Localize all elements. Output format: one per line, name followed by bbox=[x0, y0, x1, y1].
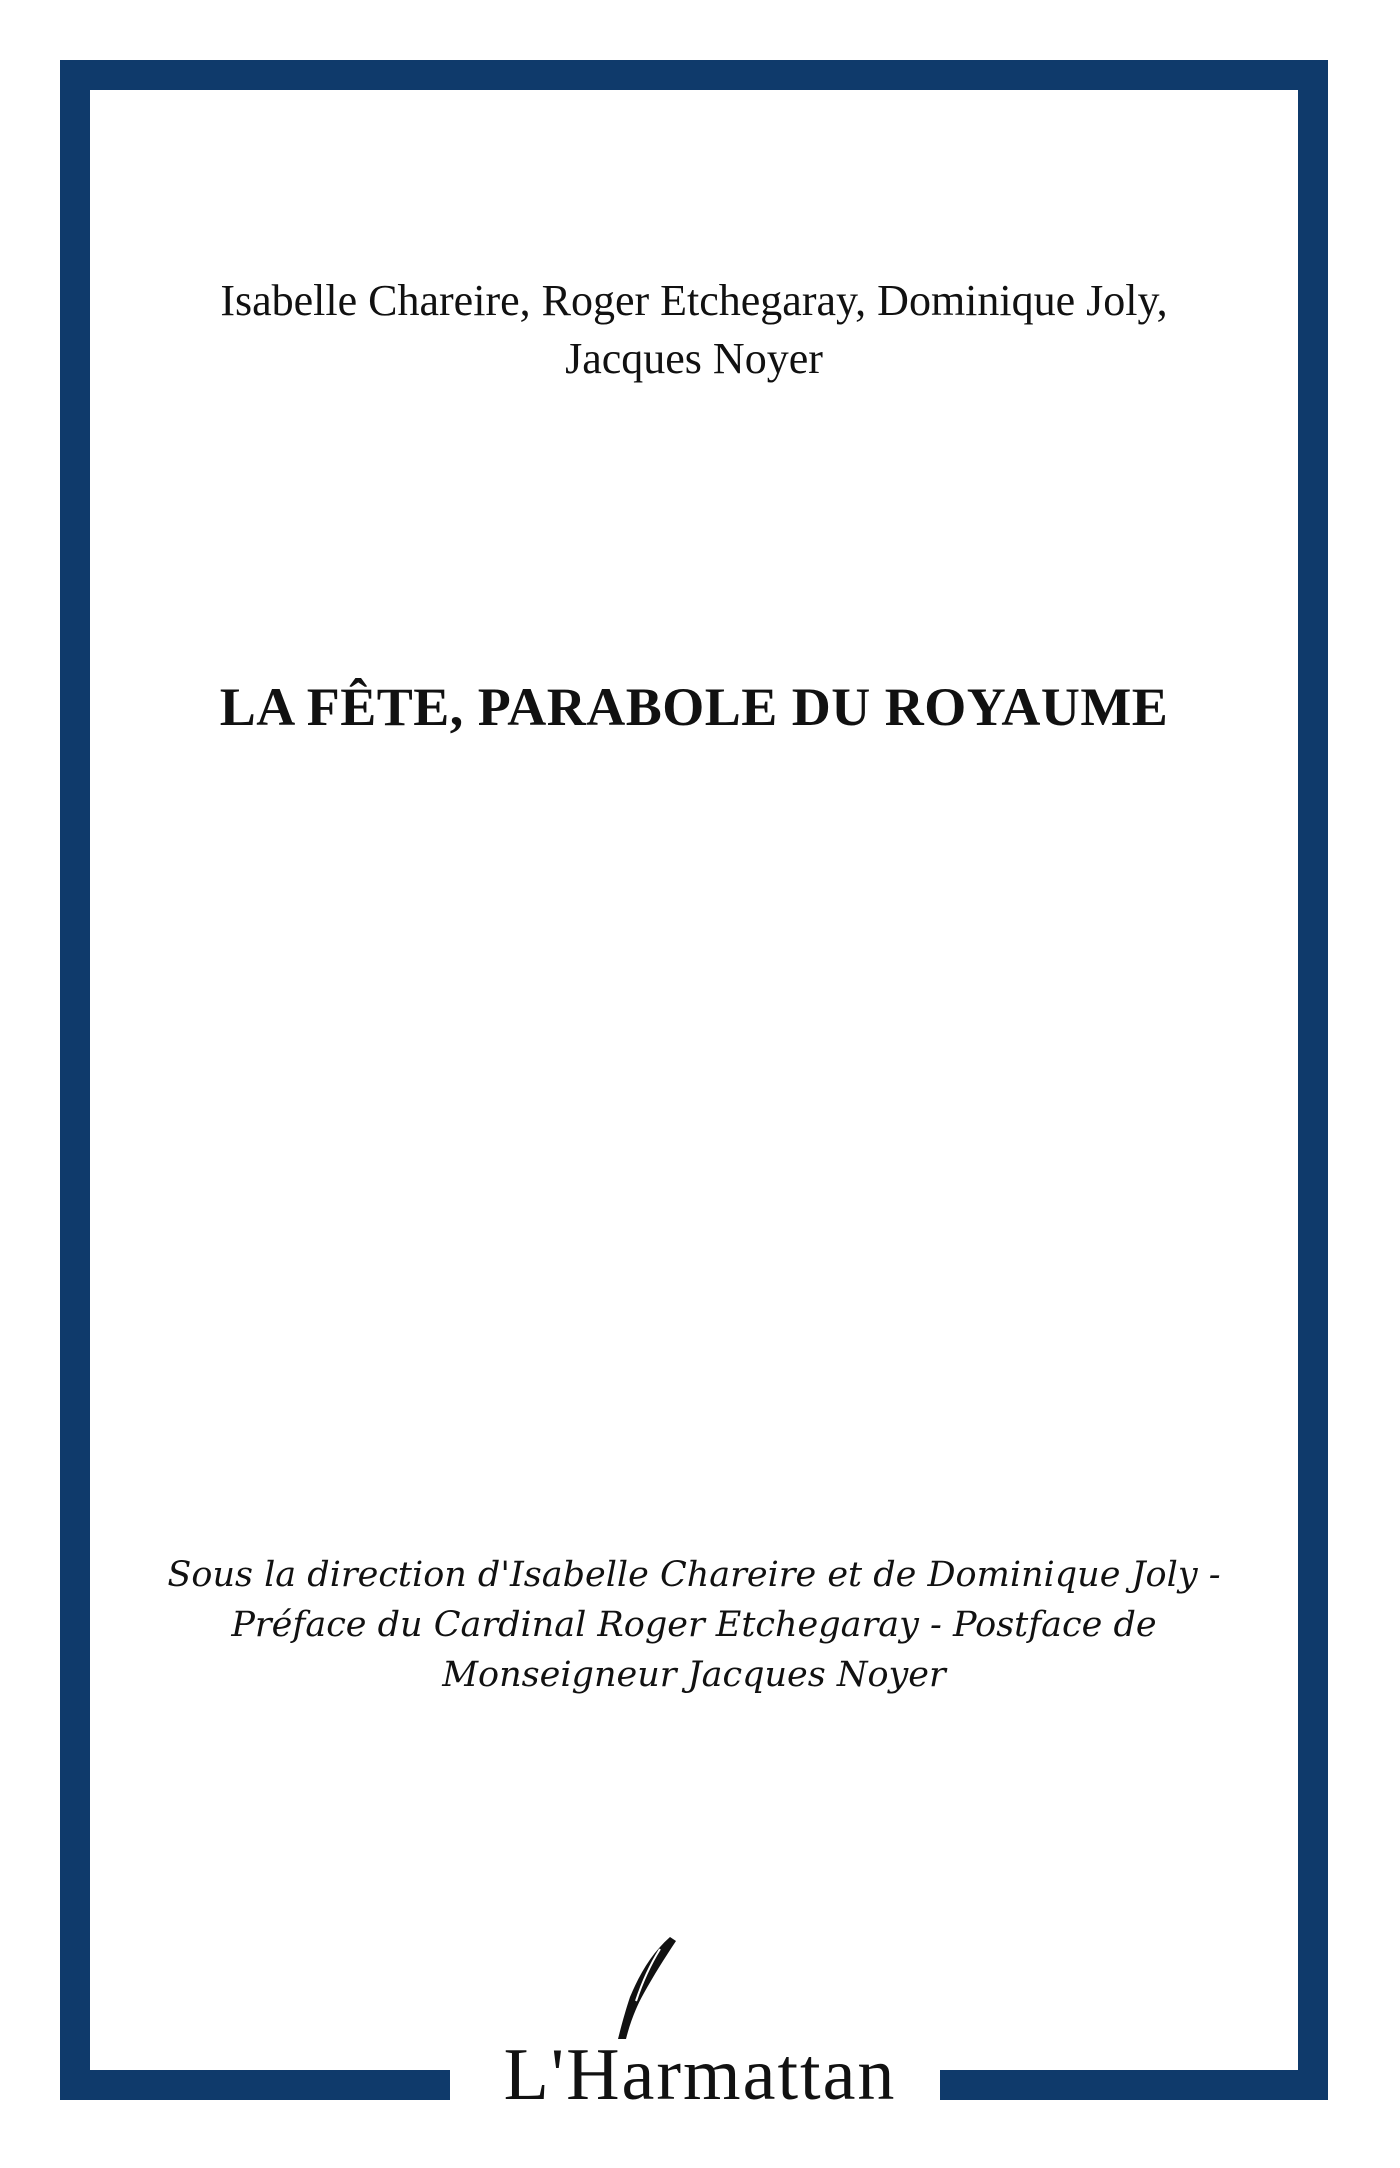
credits-line-1: Sous la direction d'Isabelle Chareire et de Dominique Joly - bbox=[167, 1555, 1221, 1595]
authors-line-1: Isabelle Chareire, Roger Etchegaray, Dominique Joly, bbox=[220, 276, 1168, 325]
publisher-name: L'Harmattan bbox=[503, 2034, 897, 2116]
quill-pen-icon bbox=[600, 1935, 680, 2045]
authors bbox=[90, 272, 1298, 388]
book-title: LA FÊTE, PARABOLE DU ROYAUME bbox=[219, 677, 1169, 737]
editorial-credits bbox=[90, 1550, 1298, 1700]
authors-line-2: Jacques Noyer bbox=[565, 334, 823, 383]
credits-line-2: Préface du Cardinal Roger Etchegaray - Postface de bbox=[231, 1605, 1157, 1645]
credits-line-3: Monseigneur Jacques Noyer bbox=[442, 1655, 946, 1695]
publisher-logo bbox=[470, 1935, 930, 2115]
